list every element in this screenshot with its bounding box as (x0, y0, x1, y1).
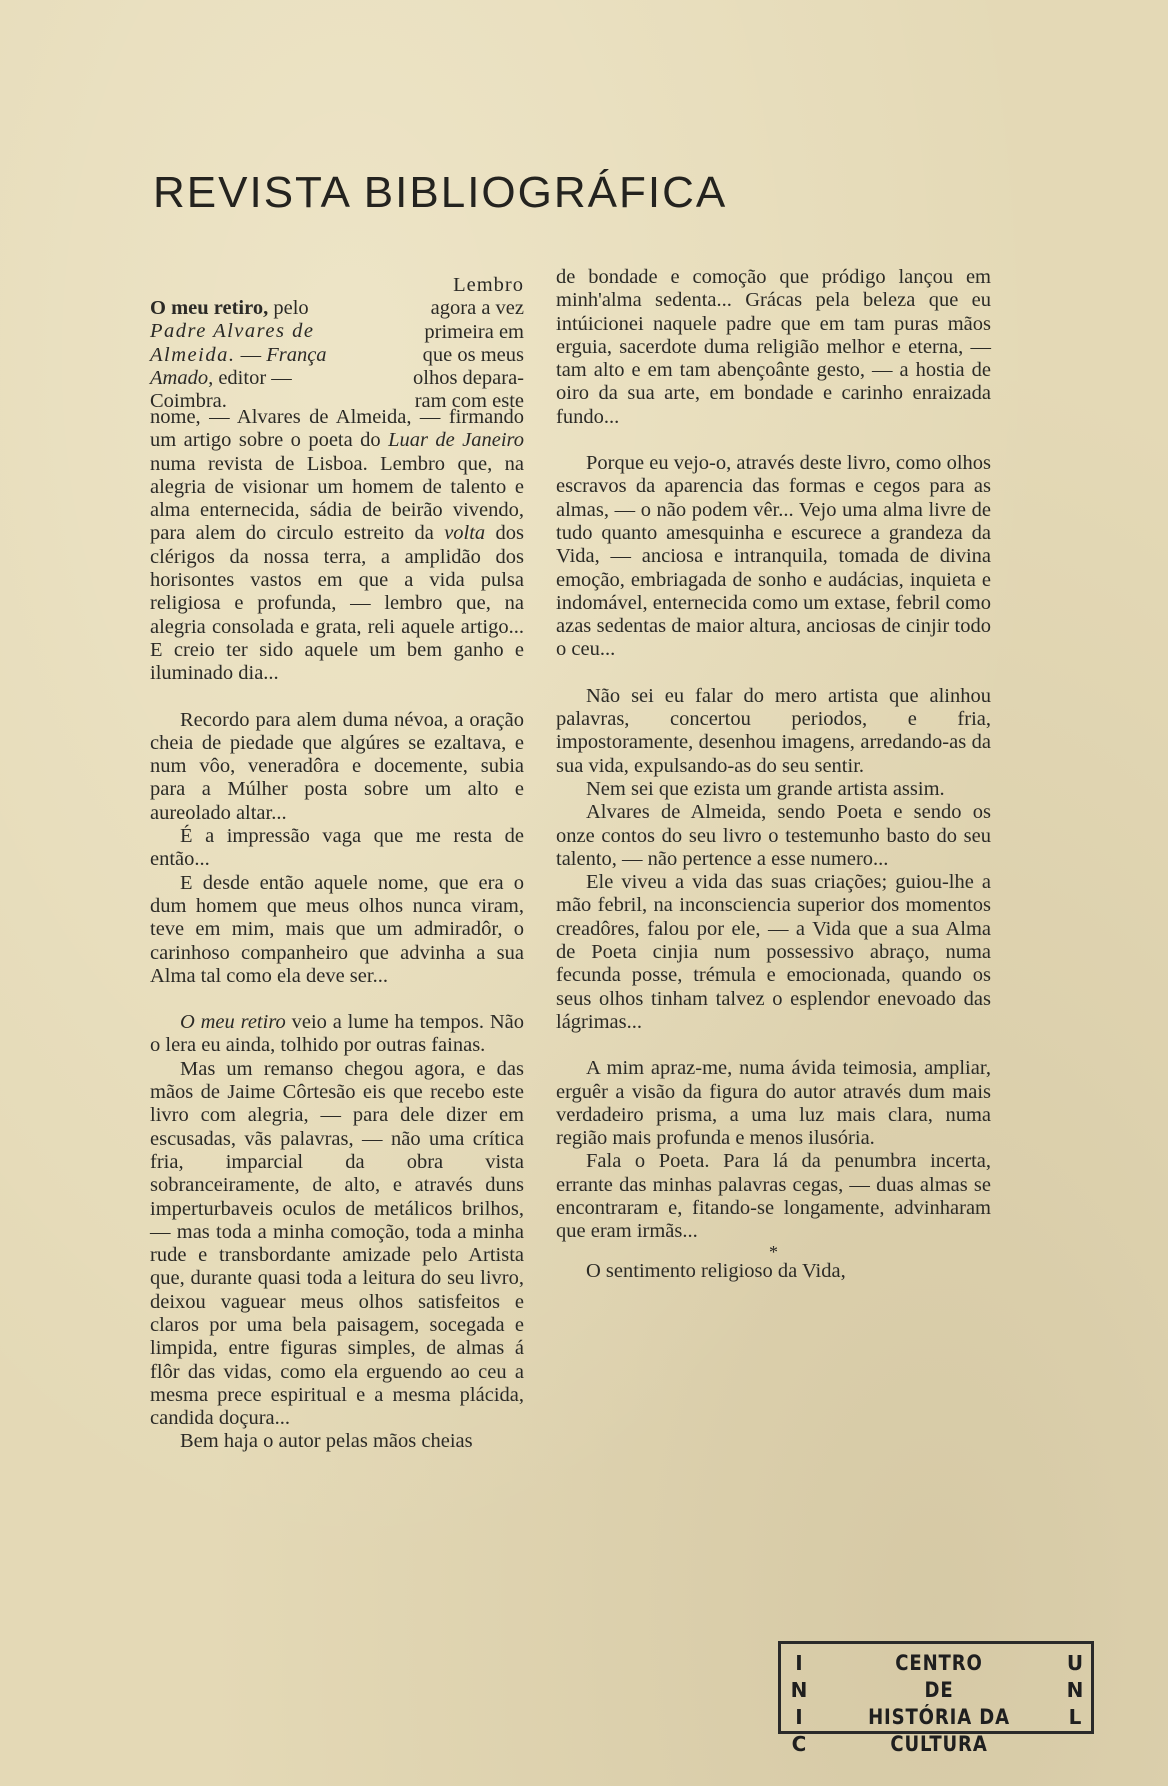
paragraph: Alvares de Almeida, sendo Poeta e sendo os onze contos do seu livro o testemunho basto do seu talento, — não pertence a esse numero... (556, 801, 991, 870)
stamp-letter: N (790, 1678, 808, 1702)
text-run: numa revista de Lisboa. Lembro que, na alegria de visionar um homem de talento e alma enternecida, sádia de beirão vivendo, para alem do circulo estreito da (150, 452, 524, 545)
stamp-letter: I (795, 1651, 803, 1675)
book-author: Padre Alvares de Almeida. (150, 320, 315, 366)
paragraph: Nem sei que ezista um grande artista assim. (586, 777, 945, 800)
paragraph: A mim apraz-me, numa ávida teimosia, ampliar, erguêr a visão da figura do autor através dum mais verdadeiro prisma, a uma luz mais clara, numa região mais profunda e menos ilusória. (556, 1057, 991, 1150)
paragraph: Mas um remanso chegou agora, e das mãos de Jaime Côrtesão eis que recebo este livro com alegria, — para dele dizer em escusadas, vãs palavras, — não uma crítica fria, imparcial da obra vista sobranceiramente, de alto, e através duns imperturbaveis oculos de metálicos brilhos, — mas toda a minha comoção, toda a minha rude e transbordante amizade pelo Artista que, durante quasi toda a leitura do seu livro, deixou vaguear meus olhos satisfeitos e claros por uma bela paisagem, socegada e limpida, entre figuras simples, de almas á flôr das vidas, como ela erguendo ao ceu a mesma prece espiritual e a mesma plácida, candida doçura... (150, 1057, 524, 1430)
stamp-right-letters (1065, 1650, 1085, 1731)
side-line: que os meus (422, 343, 524, 366)
paragraph: de bondade e comoção que pródigo lançou em minh'alma sedenta... Grácas pela beleza que eu intúicionei naquele padre que em tam puras mãos erguia, sacerdote duma religião melhor e eterna, — tam alto e em tam abençoânte gesto, — a hostia de oiro da sua arte, em bondade e carinho enraizada fundo... (556, 266, 991, 428)
italic-text: O meu retiro (180, 1011, 286, 1034)
stamp-letter: U (1066, 1651, 1084, 1675)
side-line: agora a vez (430, 297, 524, 320)
library-stamp (778, 1641, 1094, 1756)
stamp-left-letters (789, 1650, 809, 1758)
book-citation (150, 297, 365, 413)
paragraph: Ele viveu a vida das suas criações; guiou-lhe a mão febril, na inconsciencia superior dos momentos creadôres, falou por ele, — a Vida que a sua Alma de Poeta cinjia num possessivo abraço, numa fecunda posse, trémula e emocionada, quando os seus olhos tinham talvez o esplendor enevoado das lágrimas... (556, 871, 991, 1033)
stamp-text (838, 1650, 1041, 1758)
paragraph: Não sei eu falar do mero artista que alinhou palavras, concertou periodos, e fria, impostoramente, desenhou imagens, arredando-as da sua vida, expulsando-as do seu sentir. (556, 684, 991, 777)
stamp-line: HISTÓRIA DA CULTURA (868, 1705, 1010, 1756)
stamp-line: CENTRO (895, 1651, 983, 1675)
stamp-letter: L (1068, 1705, 1082, 1729)
page-title: REVISTA BIBLIOGRÁFICA (153, 168, 728, 217)
lembro-word: Lembro (453, 274, 524, 296)
paragraph: Porque eu vejo-o, através deste livro, como olhos escravos da aparencia das formas e cegos para as almas, — o não podem vêr... Vejo uma alma livre de tudo quanto amesquinha e escurece a grandeza da Vida, — anciosa e intranquila, tomada de divina emoção, embriagada de sonho e audácias, inquieta e indomável, enternecida como um extase, febril como azas sedentas de maior altura, anciosas de cinjir todo o ceu... (556, 452, 991, 661)
text-run: veio a lume ha tempos. Não o lera eu ainda, tolhido por outras fainas. (150, 1011, 524, 1057)
paragraph: É a impressão vaga que me resta de então... (150, 825, 524, 871)
paragraph: Recordo para alem duma névoa, a oração cheia de piedade que algúres se ezaltava, e num vôo, veneradôra e docemente, subia para a Múlher posta sobre um alto e aureolado altar... (150, 708, 524, 824)
paragraph: E desde então aquele nome, que era o dum homem que meus olhos nunca viram, teve em mim, mais que um admiradôr, o carinhoso companheiro que advinha a sua Alma tal como ela deve ser... (150, 871, 524, 987)
left-column (150, 266, 524, 1454)
right-column (556, 266, 991, 1283)
paragraph: Bem haja o autor pelas mãos cheias (180, 1430, 473, 1453)
stamp-letter: N (1066, 1678, 1084, 1702)
book-title: O meu retiro, (150, 297, 269, 319)
review-heading (150, 266, 524, 413)
text-run: nome, — Alvares de Almeida, — firmando um artigo sobre o poeta do (150, 406, 524, 452)
stamp-line: DE (924, 1678, 954, 1702)
side-line: ram com este (414, 390, 524, 413)
stamp-letter: C (791, 1732, 807, 1756)
book-publisher-rest: editor — Coimbra. (150, 366, 292, 413)
side-line: primeira em (424, 320, 524, 343)
paragraph (150, 406, 524, 686)
stamp-letter: I (795, 1705, 803, 1729)
section-separator: * (769, 1241, 778, 1262)
text-run: dos clérigos da nossa terra, a amplidão dos horisontes vastos em que a vida pulsa religiosa e profunda, — lembro que, na alegria consolada e grata, reli aquele artigo... E creio ter sido aquele um bem ganho e iluminado dia... (150, 522, 524, 685)
side-line: olhos depara- (413, 367, 524, 390)
italic-text: volta (444, 522, 486, 545)
paragraph: Fala o Poeta. Para lá da penumbra incerta, errante das minhas palavras cegas, — duas almas se encontraram e, fitando-se longamente, advinharam que eram irmãs... (556, 1150, 991, 1243)
paragraph (150, 1011, 524, 1058)
italic-text: Luar de Janeiro (388, 429, 525, 452)
opening-side-text (380, 274, 524, 414)
citation-by: pelo (268, 297, 309, 319)
book-publisher: França Amado, (150, 343, 327, 389)
citation-dash: — (235, 343, 267, 366)
paragraph: O sentimento religioso da Vida, (586, 1259, 846, 1282)
